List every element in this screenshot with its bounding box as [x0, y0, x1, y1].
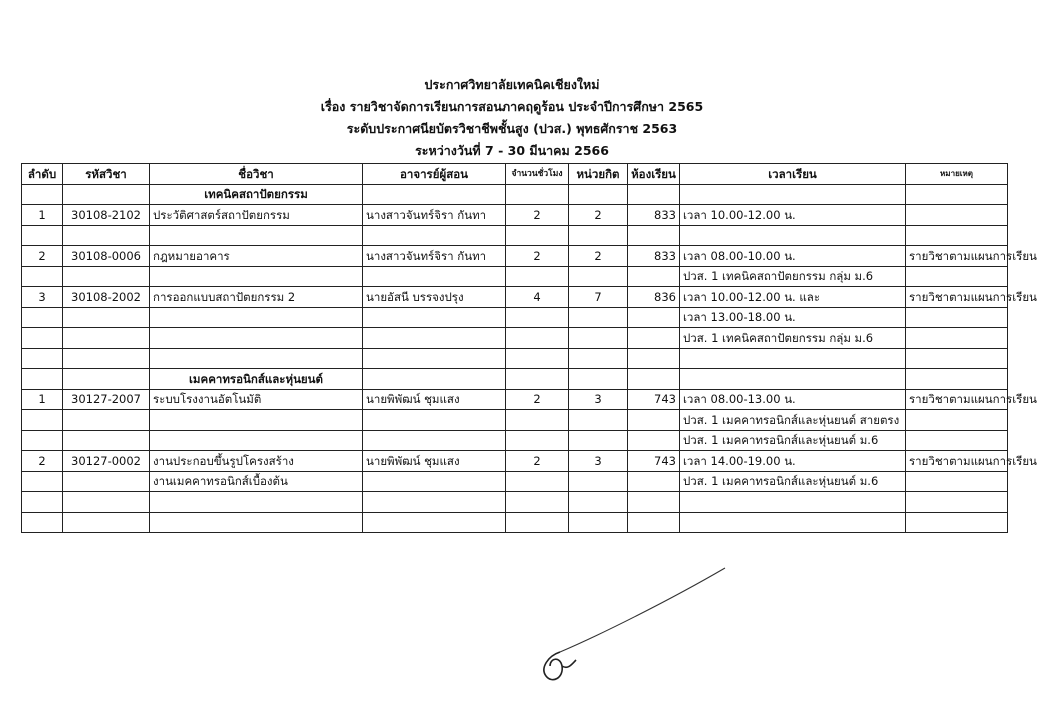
- header-college: ประกาศวิทยาลัยเทคนิคเชียงใหม่: [424, 77, 600, 92]
- table-header-row: [22, 164, 1008, 185]
- cell-room: [628, 184, 680, 205]
- schedule-table: [21, 163, 1037, 533]
- cell-credits: [569, 369, 628, 390]
- table-row: [22, 266, 1008, 287]
- cell-time: เวลา 10.00-12.00 น.: [680, 205, 906, 226]
- table-row: [22, 205, 1008, 226]
- cell-name: [150, 307, 363, 328]
- cell-note: [906, 430, 1008, 451]
- cell-teacher: นายพิพัฒน์ ชุมแสง: [363, 389, 506, 410]
- table-row: [22, 492, 1008, 513]
- cell-teacher: [363, 328, 506, 349]
- cell-time: ปวส. 1 เมคคาทรอนิกส์และหุ่นยนต์ ม.6: [680, 471, 906, 492]
- cell-no: 2: [22, 451, 63, 472]
- cell-name: [150, 328, 363, 349]
- cell-note: [906, 492, 1008, 513]
- cell-room: [628, 492, 680, 513]
- cell-room: [628, 369, 680, 390]
- cell-note: รายวิชาตามแผนการเรียน: [906, 287, 1008, 308]
- cell-name: งานประกอบขึ้นรูปโครงสร้าง: [150, 451, 363, 472]
- cell-no: [22, 471, 63, 492]
- cell-time: เวลา 08.00-10.00 น.: [680, 246, 906, 267]
- cell-name: [150, 266, 363, 287]
- table-row: [22, 410, 1008, 431]
- cell-hours: [506, 492, 569, 513]
- cell-teacher: นายอัสนี บรรจงปรุง: [363, 287, 506, 308]
- cell-hours: [506, 369, 569, 390]
- cell-note: [906, 369, 1008, 390]
- cell-code: 30127-0002: [63, 451, 150, 472]
- cell-hours: [506, 184, 569, 205]
- cell-no: 1: [22, 205, 63, 226]
- table-row: [22, 389, 1008, 410]
- cell-credits: [569, 430, 628, 451]
- cell-code: [63, 471, 150, 492]
- cell-time: [680, 492, 906, 513]
- cell-name: กฎหมายอาคาร: [150, 246, 363, 267]
- cell-code: [63, 184, 150, 205]
- cell-room: [628, 512, 680, 533]
- cell-teacher: [363, 369, 506, 390]
- section-row: [22, 184, 1008, 205]
- cell-room: 833: [628, 205, 680, 226]
- cell-note: [906, 205, 1008, 226]
- cell-hours: [506, 348, 569, 369]
- cell-teacher: [363, 410, 506, 431]
- cell-hours: 2: [506, 389, 569, 410]
- section-title: เมคคาทรอนิกส์และหุ่นยนต์: [150, 369, 363, 390]
- cell-room: 833: [628, 246, 680, 267]
- cell-teacher: [363, 512, 506, 533]
- cell-code: [63, 369, 150, 390]
- cell-teacher: [363, 307, 506, 328]
- cell-teacher: [363, 430, 506, 451]
- table-row: [22, 307, 1008, 328]
- cell-room: 836: [628, 287, 680, 308]
- cell-teacher: นางสาวจันทร์จิรา กันทา: [363, 205, 506, 226]
- cell-hours: 2: [506, 246, 569, 267]
- cell-credits: 3: [569, 389, 628, 410]
- cell-code: [63, 225, 150, 246]
- cell-name: [150, 512, 363, 533]
- cell-room: [628, 348, 680, 369]
- cell-name: [150, 492, 363, 513]
- table-row: [22, 471, 1008, 492]
- cell-no: 3: [22, 287, 63, 308]
- cell-credits: [569, 266, 628, 287]
- cell-credits: 7: [569, 287, 628, 308]
- cell-credits: 2: [569, 246, 628, 267]
- cell-time: ปวส. 1 เทคนิคสถาปัตยกรรม กลุ่ม ม.6: [680, 266, 906, 287]
- cell-time: [680, 369, 906, 390]
- cell-no: [22, 430, 63, 451]
- cell-hours: [506, 328, 569, 349]
- cell-room: [628, 225, 680, 246]
- cell-code: 30108-0006: [63, 246, 150, 267]
- cell-time: ปวส. 1 เมคคาทรอนิกส์และหุ่นยนต์ ม.6: [680, 430, 906, 451]
- cell-code: [63, 266, 150, 287]
- cell-note: [906, 471, 1008, 492]
- cell-room: 743: [628, 451, 680, 472]
- header-period: ระหว่างวันที่ 7 - 30 มีนาคม 2566: [415, 143, 609, 158]
- cell-credits: [569, 184, 628, 205]
- section-title: เทคนิคสถาปัตยกรรม: [150, 184, 363, 205]
- table-row: [22, 430, 1008, 451]
- cell-no: [22, 225, 63, 246]
- cell-code: [63, 430, 150, 451]
- cell-credits: 3: [569, 451, 628, 472]
- cell-hours: 2: [506, 205, 569, 226]
- cell-note: [906, 348, 1008, 369]
- cell-no: [22, 369, 63, 390]
- cell-no: [22, 307, 63, 328]
- cell-teacher: [363, 492, 506, 513]
- cell-code: [63, 410, 150, 431]
- cell-name: การออกแบบสถาปัตยกรรม 2: [150, 287, 363, 308]
- cell-credits: [569, 410, 628, 431]
- cell-code: [63, 348, 150, 369]
- cell-teacher: [363, 266, 506, 287]
- cell-no: 1: [22, 389, 63, 410]
- col-header-room: ห้องเรียน: [628, 164, 680, 185]
- cell-room: [628, 430, 680, 451]
- cell-time: [680, 225, 906, 246]
- cell-code: [63, 492, 150, 513]
- cell-time: [680, 184, 906, 205]
- cell-hours: [506, 410, 569, 431]
- cell-credits: [569, 307, 628, 328]
- table-row: [22, 451, 1008, 472]
- cell-credits: [569, 512, 628, 533]
- cell-teacher: [363, 471, 506, 492]
- cell-credits: [569, 328, 628, 349]
- cell-teacher: [363, 184, 506, 205]
- cell-name: [150, 430, 363, 451]
- col-header-code: รหัสวิชา: [63, 164, 150, 185]
- col-header-no: ลำดับ: [22, 164, 63, 185]
- cell-time: ปวส. 1 เมคคาทรอนิกส์และหุ่นยนต์ สายตรง: [680, 410, 906, 431]
- cell-room: [628, 266, 680, 287]
- cell-no: [22, 348, 63, 369]
- cell-name: [150, 225, 363, 246]
- cell-teacher: [363, 225, 506, 246]
- cell-hours: 2: [506, 451, 569, 472]
- col-header-note: หมายเหตุ: [906, 164, 1008, 185]
- cell-hours: [506, 430, 569, 451]
- cell-note: รายวิชาตามแผนการเรียน: [906, 451, 1008, 472]
- header-level: ระดับประกาศนียบัตรวิชาชีพชั้นสูง (ปวส.) พุทธศักราช 2563: [346, 121, 678, 136]
- cell-hours: [506, 266, 569, 287]
- cell-code: [63, 307, 150, 328]
- cell-hours: [506, 307, 569, 328]
- cell-name: ประวัติศาสตร์สถาปัตยกรรม: [150, 205, 363, 226]
- section-row: [22, 369, 1008, 390]
- signature-image: [520, 560, 740, 690]
- cell-code: 30127-2007: [63, 389, 150, 410]
- cell-note: [906, 225, 1008, 246]
- cell-note: [906, 184, 1008, 205]
- cell-hours: 4: [506, 287, 569, 308]
- header-subject: เรื่อง รายวิชาจัดการเรียนการสอนภาคฤดูร้อน ประจำปีการศึกษา 2565: [320, 99, 704, 114]
- cell-teacher: นายพิพัฒน์ ชุมแสง: [363, 451, 506, 472]
- cell-room: [628, 307, 680, 328]
- cell-room: [628, 471, 680, 492]
- cell-note: [906, 512, 1008, 533]
- table-row: [22, 287, 1008, 308]
- table-row: [22, 246, 1008, 267]
- cell-time: [680, 348, 906, 369]
- table-row: [22, 225, 1008, 246]
- cell-note: รายวิชาตามแผนการเรียน: [906, 389, 1008, 410]
- cell-credits: [569, 471, 628, 492]
- cell-time: เวลา 08.00-13.00 น.: [680, 389, 906, 410]
- cell-hours: [506, 512, 569, 533]
- cell-hours: [506, 471, 569, 492]
- cell-hours: [506, 225, 569, 246]
- cell-no: [22, 410, 63, 431]
- cell-code: [63, 512, 150, 533]
- cell-credits: [569, 492, 628, 513]
- cell-no: [22, 492, 63, 513]
- cell-note: [906, 328, 1008, 349]
- cell-code: [63, 328, 150, 349]
- cell-time: [680, 512, 906, 533]
- cell-code: 30108-2002: [63, 287, 150, 308]
- cell-no: 2: [22, 246, 63, 267]
- cell-name: งานเมคคาทรอนิกส์เบื้องต้น: [150, 471, 363, 492]
- cell-code: 30108-2102: [63, 205, 150, 226]
- col-header-time: เวลาเรียน: [680, 164, 906, 185]
- cell-note: รายวิชาตามแผนการเรียน: [906, 246, 1008, 267]
- col-header-teacher: อาจารย์ผู้สอน: [363, 164, 506, 185]
- cell-name: ระบบโรงงานอัตโนมัติ: [150, 389, 363, 410]
- cell-time: เวลา 10.00-12.00 น. และ: [680, 287, 906, 308]
- cell-no: [22, 328, 63, 349]
- cell-time: เวลา 13.00-18.00 น.: [680, 307, 906, 328]
- cell-name: [150, 410, 363, 431]
- cell-room: [628, 328, 680, 349]
- cell-credits: [569, 225, 628, 246]
- col-header-hours: จำนวนชั่วโมง: [506, 164, 569, 185]
- cell-time: เวลา 14.00-19.00 น.: [680, 451, 906, 472]
- cell-no: [22, 512, 63, 533]
- cell-note: [906, 410, 1008, 431]
- cell-credits: 2: [569, 205, 628, 226]
- col-header-name: ชื่อวิชา: [150, 164, 363, 185]
- cell-no: [22, 184, 63, 205]
- cell-room: 743: [628, 389, 680, 410]
- table-row: [22, 512, 1008, 533]
- cell-note: [906, 266, 1008, 287]
- cell-room: [628, 410, 680, 431]
- document-header: [0, 74, 1024, 162]
- col-header-credits: หน่วยกิต: [569, 164, 628, 185]
- cell-no: [22, 266, 63, 287]
- table-row: [22, 328, 1008, 349]
- cell-time: ปวส. 1 เทคนิคสถาปัตยกรรม กลุ่ม ม.6: [680, 328, 906, 349]
- table-row: [22, 348, 1008, 369]
- cell-credits: [569, 348, 628, 369]
- cell-note: [906, 307, 1008, 328]
- cell-teacher: [363, 348, 506, 369]
- cell-teacher: นางสาวจันทร์จิรา กันทา: [363, 246, 506, 267]
- cell-name: [150, 348, 363, 369]
